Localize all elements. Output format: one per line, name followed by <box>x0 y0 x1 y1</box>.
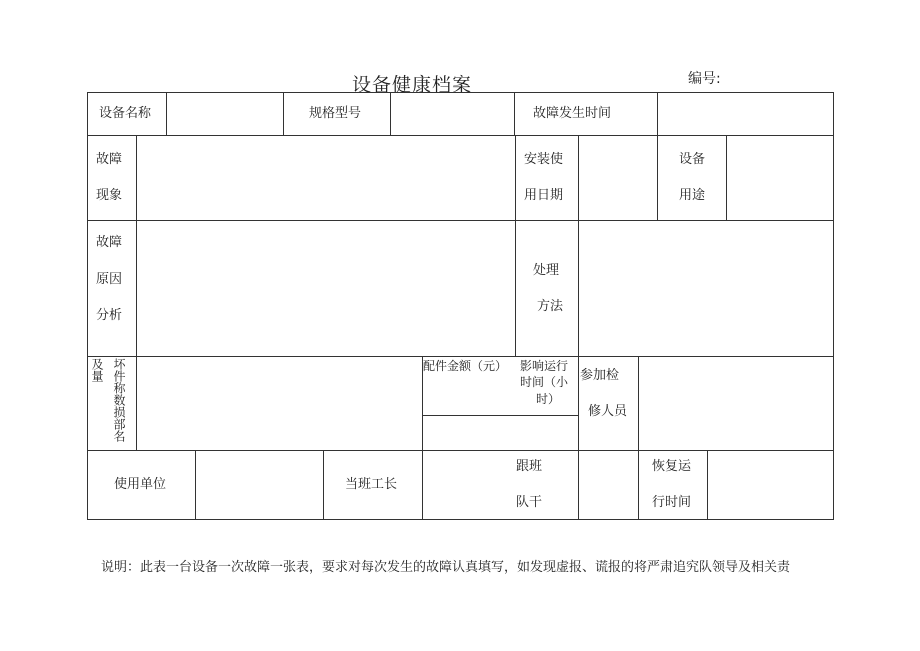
shift-leader-label: 当班工长 <box>345 477 398 492</box>
install-date-label-1: 安装使 <box>524 152 564 167</box>
device-use-label-1: 设备 <box>679 152 706 167</box>
document-title: 设备健康档案 <box>352 74 473 96</box>
note-text: 说明：此表一台设备一次故障一张表，要求对每次发生的故障认真填写，如发现虚报、谎报的将严肃追究队领导及相关责 <box>101 560 791 575</box>
repair-staff-label-2: 修人员 <box>588 404 628 419</box>
impact-time-label-2: 时间（小 <box>520 375 569 389</box>
user-unit-label: 使用单位 <box>114 477 167 492</box>
damaged-parts-label-col1: 及量 <box>90 358 104 382</box>
repair-staff-label-1: 参加检 <box>580 368 620 383</box>
restore-time-label-2: 行时间 <box>652 495 692 510</box>
number-label: 编号: <box>688 71 721 87</box>
method-label-1: 处理 <box>533 263 560 278</box>
fault-time-label: 故障发生时间 <box>533 106 612 121</box>
device-name-label: 设备名称 <box>99 106 152 121</box>
cause-label-1: 故障 <box>96 235 123 250</box>
impact-time-label-3: 时） <box>536 392 561 406</box>
follow-cadre-label-2: 队干 <box>516 495 543 510</box>
cause-label-3: 分析 <box>96 308 123 323</box>
impact-time-label-1: 影响运行 <box>520 359 569 373</box>
cause-label-2: 原因 <box>96 272 123 287</box>
method-label-2: 方法 <box>537 299 564 314</box>
device-use-label-2: 用途 <box>679 188 706 203</box>
damaged-parts-label-col2: 坏件称数损部名 <box>112 358 126 442</box>
fault-phenomenon-label-2: 现象 <box>96 188 123 203</box>
fault-phenomenon-label-1: 故障 <box>96 152 123 167</box>
parts-amount-label: 配件金额（元） <box>423 359 508 373</box>
restore-time-label-1: 恢复运 <box>652 459 692 474</box>
install-date-label-2: 用日期 <box>524 188 564 203</box>
follow-cadre-label-1: 跟班 <box>516 459 543 474</box>
spec-model-label: 规格型号 <box>309 106 362 121</box>
